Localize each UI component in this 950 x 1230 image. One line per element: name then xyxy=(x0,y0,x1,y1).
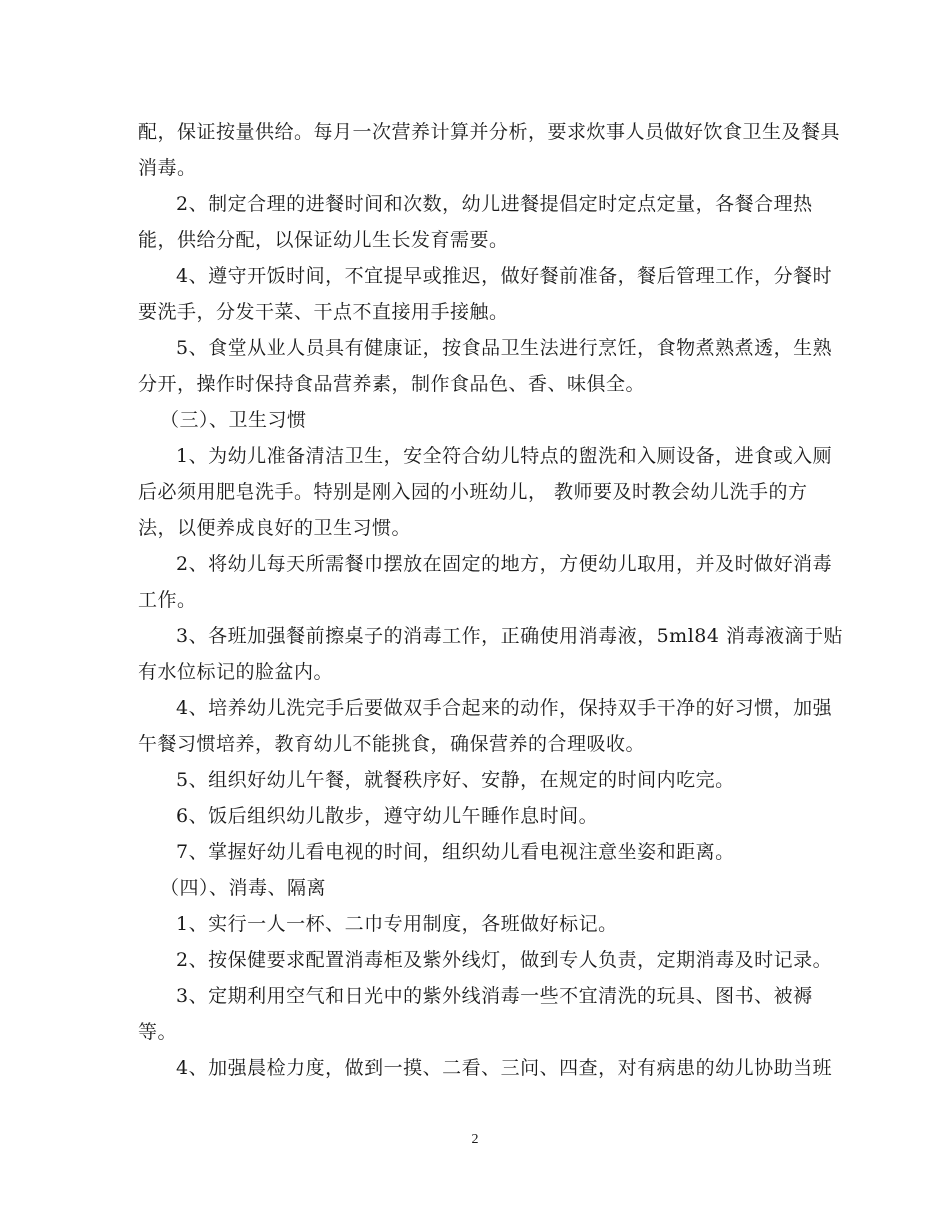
text-line: 1、为幼儿准备清洁卫生，安全符合幼儿特点的盥洗和入厕设备，进食或入厕 xyxy=(176,445,833,467)
text-line: 后必须用肥皂洗手。特别是刚入园的小班幼儿， 教师要及时教会幼儿洗手的方 xyxy=(138,481,808,503)
text-line: 3、定期利用空气和日光中的紫外线消毒一些不宜清洗的玩具、图书、被褥 xyxy=(176,985,813,1007)
text-line: 5、组织好幼儿午餐，就餐秩序好、安静，在规定的时间内吃完。 xyxy=(176,769,735,791)
text-line: 2、将幼儿每天所需餐巾摆放在固定的地方，方便幼儿取用，并及时做好消毒 xyxy=(176,553,833,575)
text-line: 4、遵守开饭时间，不宜提早或推迟，做好餐前准备，餐后管理工作，分餐时 xyxy=(176,265,833,287)
text-line: 1、实行一人一杯、二巾专用制度，各班做好标记。 xyxy=(176,913,618,935)
text-line: 5、食堂从业人员具有健康证，按食品卫生法进行烹饪，食物煮熟煮透，生熟 xyxy=(176,337,833,359)
text-line: 4、培养幼儿洗完手后要做双手合起来的动作，保持双手干净的好习惯，加强 xyxy=(176,697,833,719)
text-line: 有水位标记的脸盆内。 xyxy=(138,661,334,683)
text-line: 3、各班加强餐前擦桌子的消毒工作，正确使用消毒液，5ml84 消毒液滴于贴 xyxy=(176,625,843,647)
text-line: 2、按保健要求配置消毒柜及紫外线灯，做到专人负责，定期消毒及时记录。 xyxy=(176,949,833,971)
text-line: 6、饭后组织幼儿散步，遵守幼儿午睡作息时间。 xyxy=(176,805,599,827)
text-line: 午餐习惯培养，教育幼儿不能挑食，确保营养的合理吸收。 xyxy=(138,733,646,755)
text-line: 4、加强晨检力度，做到一摸、二看、三问、四查，对有病患的幼儿协助当班 xyxy=(176,1057,833,1079)
document-body xyxy=(138,114,843,1086)
text-line: 消毒。 xyxy=(138,157,197,179)
text-line: 法，以便养成良好的卫生习惯。 xyxy=(138,517,412,539)
section-heading: （四）、消毒、隔离 xyxy=(160,877,327,899)
text-line: 等。 xyxy=(138,1021,178,1043)
text-line: 分开，操作时保持食品营养素，制作食品色、香、味俱全。 xyxy=(138,373,646,395)
text-line: 7、掌握好幼儿看电视的时间，组织幼儿看电视注意坐姿和距离。 xyxy=(176,841,735,863)
text-line: 2、制定合理的进餐时间和次数，幼儿进餐提倡定时定点定量，各餐合理热 xyxy=(176,193,813,215)
text-line: 配，保证按量供给。每月一次营养计算并分析，要求炊事人员做好饮食卫生及餐具 xyxy=(138,121,841,143)
text-line: 要洗手，分发干菜、干点不直接用手接触。 xyxy=(138,301,509,323)
section-heading: （三）、卫生习惯 xyxy=(160,409,307,431)
text-line: 工作。 xyxy=(138,589,197,611)
page-number: 2 xyxy=(471,1132,479,1147)
text-line: 能，供给分配，以保证幼儿生长发育需要。 xyxy=(138,229,509,251)
